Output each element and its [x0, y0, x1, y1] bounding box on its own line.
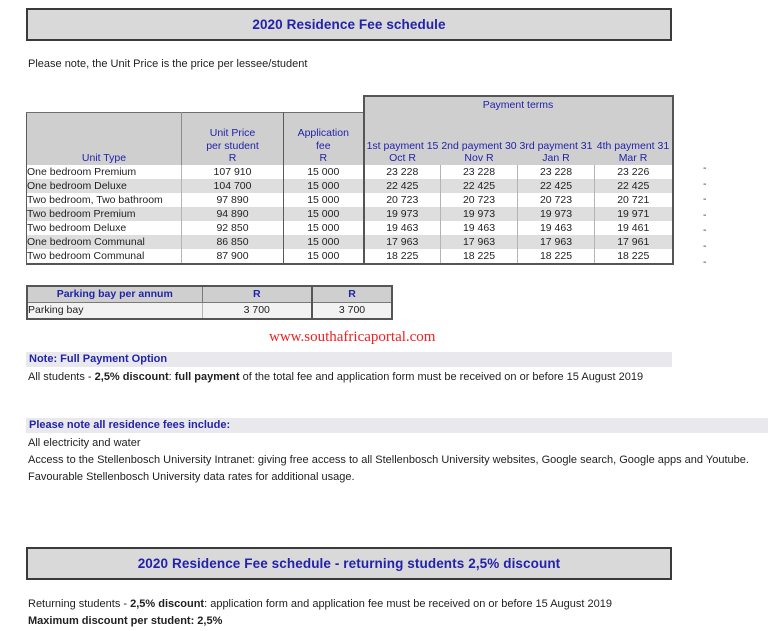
cell-payment-1: 18 225	[364, 249, 441, 264]
fee-schedule-table	[26, 95, 674, 265]
returning-note-post: : application form and application fee must be received on or before 15 August 2019	[204, 598, 612, 610]
cell-payment-2: 22 425	[441, 179, 518, 193]
cell-payment-4: 17 961	[595, 235, 673, 249]
parking-row-value-1: 3 700	[202, 303, 312, 320]
row-dash: -	[703, 162, 707, 174]
spacer-cell-1	[27, 96, 182, 112]
column-header-payment-1-l4: R	[408, 152, 416, 165]
table-row	[27, 207, 673, 221]
cell-payment-2: 23 228	[441, 165, 518, 179]
returning-note-line-2: Maximum discount per student: 2,5%	[28, 615, 223, 627]
column-header-payment-3-l2: 3rd payment	[519, 139, 578, 152]
spacer-cell-3	[284, 96, 364, 112]
column-header-payment-2-l2: 2nd payment	[441, 139, 503, 152]
parking-bay-table	[26, 285, 393, 320]
cell-unit-type: One bedroom Premium	[27, 165, 182, 179]
column-header-unit-price-l2: Unit Price	[209, 127, 256, 140]
includes-note-line-3: Favourable Stellenbosch University data rates for additional usage.	[28, 471, 355, 483]
table-row	[27, 165, 673, 179]
cell-payment-1: 23 228	[364, 165, 441, 179]
cell-payment-3: 20 723	[518, 193, 595, 207]
column-header-unit-type-l4: Unit Type	[81, 152, 127, 165]
cell-payment-1: 19 463	[364, 221, 441, 235]
includes-note-line-1: All electricity and water	[28, 437, 141, 449]
cell-payment-2: 19 973	[441, 207, 518, 221]
row-dash: -	[703, 224, 707, 237]
column-header-application-fee	[284, 112, 364, 165]
column-header-application-fee-l3: fee	[315, 139, 331, 152]
includes-note-line-2: Access to the Stellenbosch University Intranet: giving free access to all Stellenbosch University websites, Google search, Google apps and Youtube.	[28, 454, 749, 466]
column-header-unit-type	[27, 112, 182, 165]
full-payment-note-post: of the total fee and application form must be received on or before 15 August 2019	[239, 371, 644, 383]
column-group-header-payment-terms: Payment terms	[364, 96, 673, 112]
column-header-payment-2	[441, 112, 518, 165]
cell-unit-price: 87 900	[182, 249, 284, 264]
cell-application-fee: 15 000	[284, 221, 364, 235]
column-header-payment-3	[518, 112, 595, 165]
cell-unit-type: One bedroom Deluxe	[27, 179, 182, 193]
column-header-payment-4-l4: R	[639, 152, 648, 165]
column-header-payment-1	[364, 112, 441, 165]
full-payment-note-mid: :	[168, 371, 175, 383]
column-header-payment-3-l4: R	[562, 152, 570, 165]
cell-unit-price: 107 910	[182, 165, 284, 179]
table-row	[27, 221, 673, 235]
column-header-payment-4	[595, 112, 673, 165]
cell-payment-2: 19 463	[441, 221, 518, 235]
page-title-bottom: 2020 Residence Fee schedule - returning students 2,5% discount	[137, 556, 561, 571]
cell-payment-2: 17 963	[441, 235, 518, 249]
parking-header-label: Parking bay per annum	[27, 286, 202, 303]
parking-row-label: Parking bay	[27, 303, 202, 320]
column-header-application-fee-l2: Application	[297, 127, 349, 140]
cell-payment-4: 19 971	[595, 207, 673, 221]
column-header-application-fee-l4: R	[319, 152, 328, 165]
cell-payment-4: 22 425	[595, 179, 673, 193]
cell-payment-4: 18 225	[595, 249, 673, 264]
cell-payment-3: 23 228	[518, 165, 595, 179]
parking-row-value-2: 3 700	[312, 303, 392, 320]
cell-unit-type: One bedroom Communal	[27, 235, 182, 249]
page-title-banner-top	[26, 8, 672, 41]
parking-data-row	[27, 303, 392, 320]
full-payment-note-bold-payment: full payment	[174, 371, 240, 383]
full-payment-note-pre: All students -	[28, 371, 95, 383]
cell-payment-1: 22 425	[364, 179, 441, 193]
cell-application-fee: 15 000	[284, 235, 364, 249]
cell-payment-4: 20 721	[595, 193, 673, 207]
table-row	[27, 179, 673, 193]
column-header-payment-4-l2: 4th payment	[596, 139, 655, 152]
table-row	[27, 235, 673, 249]
cell-payment-3: 19 463	[518, 221, 595, 235]
full-payment-note-heading: Note: Full Payment Option	[26, 352, 672, 367]
fee-table-group-header-row	[27, 96, 673, 112]
cell-payment-1: 17 963	[364, 235, 441, 249]
cell-unit-price: 97 890	[182, 193, 284, 207]
row-dash: -	[703, 208, 707, 221]
cell-unit-type: Two bedroom, Two bathroom	[27, 193, 182, 207]
column-header-payment-4-l3: 31 Mar	[618, 139, 670, 165]
includes-note-heading: Please note all residence fees include:	[26, 418, 768, 433]
cell-payment-4: 23 226	[595, 165, 673, 179]
cell-application-fee: 15 000	[284, 207, 364, 221]
row-dash: -	[703, 177, 707, 190]
spacer-cell-2	[182, 96, 284, 112]
parking-header-row	[27, 286, 392, 303]
cell-application-fee: 15 000	[284, 179, 364, 193]
column-header-payment-3-l3: 31 Jan	[542, 139, 593, 165]
column-header-unit-price-l4: R	[228, 152, 237, 165]
row-dash: -	[703, 193, 707, 206]
returning-note-line-1	[28, 598, 612, 611]
cell-application-fee: 15 000	[284, 249, 364, 264]
page-title-top: 2020 Residence Fee schedule	[252, 17, 446, 32]
table-row	[27, 249, 673, 264]
cell-unit-type: Two bedroom Deluxe	[27, 221, 182, 235]
cell-unit-price: 104 700	[182, 179, 284, 193]
cell-payment-3: 18 225	[518, 249, 595, 264]
cell-unit-price: 92 850	[182, 221, 284, 235]
column-header-payment-1-l2: 1st payment	[366, 139, 424, 152]
cell-payment-3: 22 425	[518, 179, 595, 193]
returning-note-pre: Returning students -	[28, 598, 131, 610]
cell-unit-price: 86 850	[182, 235, 284, 249]
cell-payment-3: 19 973	[518, 207, 595, 221]
cell-payment-1: 19 973	[364, 207, 441, 221]
cell-payment-3: 17 963	[518, 235, 595, 249]
parking-header-r2: R	[312, 286, 392, 303]
fee-table-head	[27, 96, 673, 165]
cell-unit-type: Two bedroom Communal	[27, 249, 182, 264]
returning-note-bold-discount: 2,5% discount	[130, 598, 205, 610]
column-header-payment-2-l4: R	[486, 152, 494, 165]
watermark-url: www.southafricaportal.com	[269, 329, 436, 345]
full-payment-note-body	[28, 371, 643, 384]
full-payment-note-bold-discount: 2,5% discount	[94, 371, 169, 383]
column-header-unit-price-l3: per student	[206, 139, 259, 152]
page-title-banner-bottom	[26, 547, 672, 580]
row-dash: -	[703, 255, 707, 268]
column-header-unit-price	[182, 112, 284, 165]
fee-table-header-row	[27, 112, 673, 165]
fee-table-body	[27, 165, 673, 264]
cell-application-fee: 15 000	[284, 193, 364, 207]
table-row	[27, 193, 673, 207]
cell-payment-2: 20 723	[441, 193, 518, 207]
cell-unit-price: 94 890	[182, 207, 284, 221]
parking-header-r1: R	[202, 286, 312, 303]
cell-payment-4: 19 461	[595, 221, 673, 235]
column-header-payment-2-l3: 30 Nov	[464, 139, 517, 165]
cell-payment-2: 18 225	[441, 249, 518, 264]
intro-note: Please note, the Unit Price is the price per lessee/student	[28, 58, 308, 70]
cell-payment-1: 20 723	[364, 193, 441, 207]
cell-application-fee: 15 000	[284, 165, 364, 179]
cell-unit-type: Two bedroom Premium	[27, 207, 182, 221]
column-header-payment-1-l3: 15 Oct	[389, 139, 439, 165]
row-dash: -	[703, 240, 707, 252]
